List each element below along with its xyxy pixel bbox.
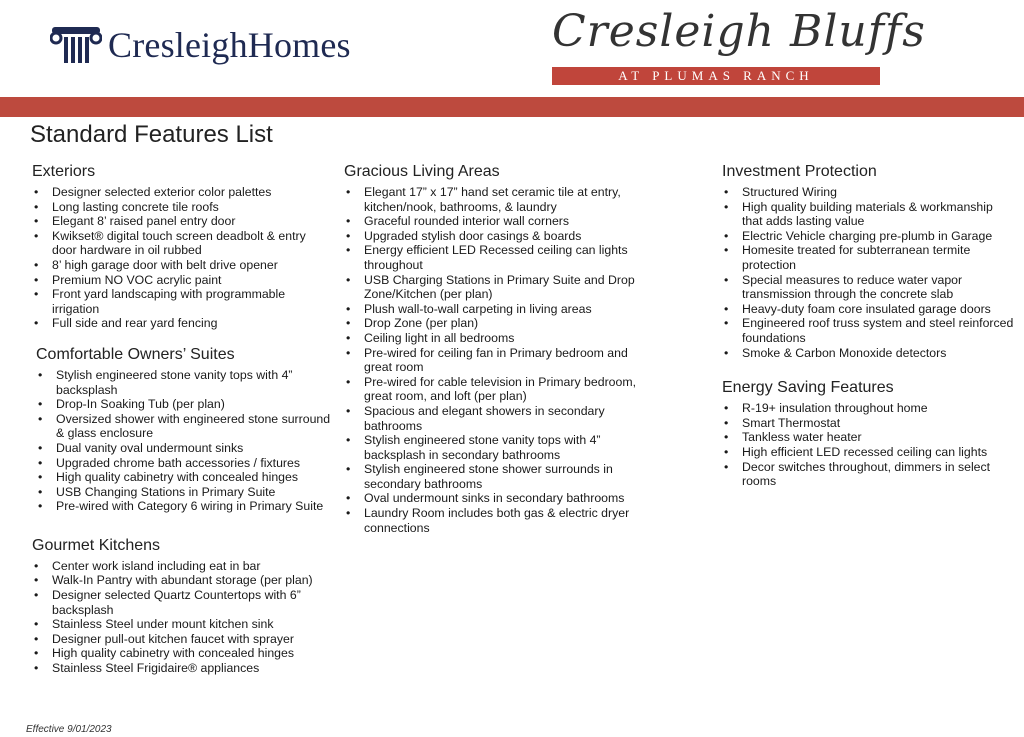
feature-item: • Drop-In Soaking Tub (per plan): [36, 397, 332, 412]
feature-item: • Stylish engineered stone vanity tops with 4” backsplash in secondary bathrooms: [344, 433, 654, 462]
feature-item: • Heavy-duty foam core insulated garage doors: [722, 302, 1014, 317]
community-script: Cresleigh Bluffs: [552, 6, 926, 57]
feature-list: [32, 559, 332, 676]
section-heading: Gracious Living Areas: [344, 163, 500, 180]
feature-item: • Premium NO VOC acrylic paint: [32, 273, 332, 288]
feature-item: • Energy efficient LED Recessed ceiling can lights throughout: [344, 243, 654, 272]
section-heading: Gourmet Kitchens: [32, 536, 161, 554]
feature-list: [36, 368, 332, 514]
feature-list: [722, 185, 1014, 360]
feature-item: • Designer selected exterior color palettes: [32, 185, 332, 200]
feature-item: • Long lasting concrete tile roofs: [32, 200, 332, 215]
feature-item: • Front yard landscaping with programmable irrigation: [32, 287, 332, 316]
feature-item: • USB Changing Stations in Primary Suite: [36, 485, 332, 500]
section-energy: [722, 378, 1014, 489]
cresleigh-homes-logo: [50, 24, 351, 66]
section-owners-suites: [36, 345, 332, 514]
feature-item: • Stylish engineered stone vanity tops with 4” backsplash: [36, 368, 332, 397]
feature-item: • Graceful rounded interior wall corners: [344, 214, 654, 229]
feature-item: • Designer selected Quartz Countertops with 6” backsplash: [32, 588, 332, 617]
feature-item: • Decor switches throughout, dimmers in select rooms: [722, 460, 1014, 489]
feature-item: • Structured Wiring: [722, 185, 1014, 200]
feature-item: • Plush wall-to-wall carpeting in living areas: [344, 302, 654, 317]
feature-item: • Upgraded stylish door casings & boards: [344, 229, 654, 244]
feature-item: • Pre-wired with Category 6 wiring in Primary Suite: [36, 499, 332, 514]
column-middle: [344, 162, 654, 549]
feature-item: • Walk-In Pantry with abundant storage (per plan): [32, 573, 332, 588]
section-kitchens: [32, 536, 332, 676]
feature-item: • Homesite treated for subterranean termite protection: [722, 243, 1014, 272]
feature-item: • Stainless Steel under mount kitchen sink: [32, 617, 332, 632]
feature-item: • Smart Thermostat: [722, 416, 1014, 431]
feature-item: • Elegant 17” x 17” hand set ceramic tile at entry, kitchen/nook, bathrooms, & laundry: [344, 185, 654, 214]
column-left: [32, 162, 332, 690]
section-investment: [722, 162, 1014, 360]
section-exteriors: [32, 162, 332, 331]
feature-item: • Smoke & Carbon Monoxide detectors: [722, 346, 1014, 361]
feature-item: • Oval undermount sinks in secondary bathrooms: [344, 491, 654, 506]
feature-item: • Stainless Steel Frigidaire® appliances: [32, 661, 332, 676]
feature-item: • High quality cabinetry with concealed hinges: [32, 646, 332, 661]
feature-item: • Upgraded chrome bath accessories / fixtures: [36, 456, 332, 471]
feature-item: • Oversized shower with engineered stone surround & glass enclosure: [36, 412, 332, 441]
feature-item: • Designer pull-out kitchen faucet with sprayer: [32, 632, 332, 647]
feature-list: [344, 185, 654, 535]
feature-item: • Pre-wired for cable television in Primary bedroom, great room, and loft (per plan): [344, 375, 654, 404]
page-title: Standard Features List: [30, 121, 273, 148]
feature-item: • Elegant 8’ raised panel entry door: [32, 214, 332, 229]
feature-item: • Ceiling light in all bedrooms: [344, 331, 654, 346]
feature-item: • Electric Vehicle charging pre-plumb in Garage: [722, 229, 1014, 244]
feature-item: • Drop Zone (per plan): [344, 316, 654, 331]
feature-item: • 8’ high garage door with belt drive opener: [32, 258, 332, 273]
feature-list: [32, 185, 332, 331]
section-heading: Comfortable Owners’ Suites: [36, 345, 235, 363]
feature-item: • Full side and rear yard fencing: [32, 316, 332, 331]
feature-item: • R-19+ insulation throughout home: [722, 401, 1014, 416]
header-band: [0, 97, 1024, 117]
feature-item: • Special measures to reduce water vapor transmission through the concrete slab: [722, 273, 1014, 302]
feature-item: • Stylish engineered stone shower surrounds in secondary bathrooms: [344, 462, 654, 491]
feature-item: • Laundry Room includes both gas & electric dryer connections: [344, 506, 654, 535]
effective-date: Effective 9/01/2023: [26, 724, 112, 735]
section-heading: Energy Saving Features: [722, 379, 894, 397]
section-living-areas: [344, 162, 654, 535]
section-heading: Exteriors: [32, 163, 96, 180]
feature-list: [722, 401, 1014, 489]
feature-item: • Kwikset® digital touch screen deadbolt & entry door hardware in oil rubbed: [32, 229, 332, 258]
feature-item: • High quality building materials & workmanship that adds lasting value: [722, 200, 1014, 229]
feature-item: • Pre-wired for ceiling fan in Primary bedroom and great room: [344, 346, 654, 375]
feature-item: • Engineered roof truss system and steel reinforced foundations: [722, 316, 1014, 345]
column-capital-icon: [50, 25, 102, 65]
feature-item: • Center work island including eat in bar: [32, 559, 332, 574]
feature-item: • High quality cabinetry with concealed hinges: [36, 470, 332, 485]
feature-item: • High efficient LED recessed ceiling can lights: [722, 445, 1014, 460]
community-logo: [552, 6, 926, 96]
brand-name: CresleighHomes: [108, 25, 351, 65]
section-heading: Investment Protection: [722, 163, 877, 180]
feature-item: • Spacious and elegant showers in secondary bathrooms: [344, 404, 654, 433]
community-ribbon: AT PLUMAS RANCH: [552, 67, 880, 85]
feature-item: • USB Charging Stations in Primary Suite and Drop Zone/Kitchen (per plan): [344, 273, 654, 302]
feature-item: • Dual vanity oval undermount sinks: [36, 441, 332, 456]
column-right: [722, 162, 1014, 503]
feature-item: • Tankless water heater: [722, 430, 1014, 445]
